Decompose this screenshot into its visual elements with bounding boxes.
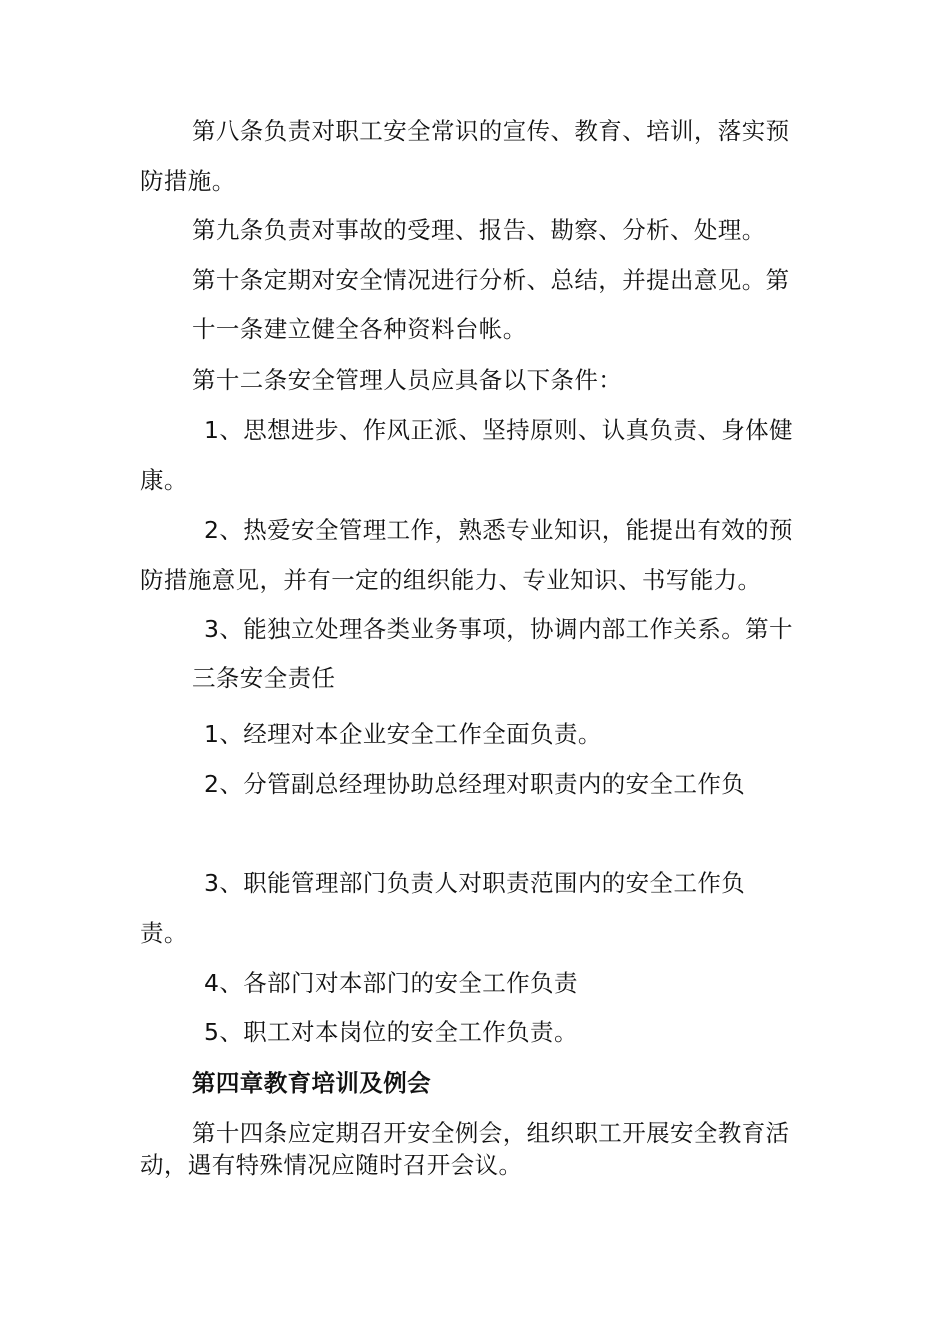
text-line-article-12: 第十二条安全管理人员应具备以下条件： <box>192 366 623 394</box>
text-line-duty-2: 2、分管副总经理协助总经理对职责内的安全工作负 <box>204 770 746 798</box>
text-line-duty-4: 4、各部门对本部门的安全工作负责 <box>204 969 578 997</box>
text-line-article-8: 第八条负责对职工安全常识的宣传、教育、培训，落实预 <box>192 117 790 145</box>
text-line-article-11: 十一条建立健全各种资料台帐。 <box>192 315 527 343</box>
text-line-condition-1: 1、思想进步、作风正派、坚持原则、认真负责、身体健 <box>204 416 793 444</box>
text-line-article-14-cont: 动，遇有特殊情况应随时召开会议。 <box>140 1151 523 1179</box>
text-line-duty-5: 5、职工对本岗位的安全工作负责。 <box>204 1018 578 1046</box>
text-line-article-14: 第十四条应定期召开安全例会，组织职工开展安全教育活 <box>192 1119 790 1147</box>
text-line-article-13: 三条安全责任 <box>192 664 336 692</box>
text-line-duty-3-cont: 责。 <box>140 919 188 947</box>
text-line-article-8-cont: 防措施。 <box>140 167 236 195</box>
text-line-condition-2-cont: 防措施意见，并有一定的组织能力、专业知识、书写能力。 <box>140 566 762 594</box>
text-line-duty-1: 1、经理对本企业安全工作全面负责。 <box>204 720 602 748</box>
text-line-article-10: 第十条定期对安全情况进行分析、总结，并提出意见。第 <box>192 266 790 294</box>
text-line-duty-3: 3、职能管理部门负责人对职责范围内的安全工作负 <box>204 869 746 897</box>
chapter-4-heading: 第四章教育培训及例会 <box>192 1069 431 1097</box>
text-line-article-9: 第九条负责对事故的受理、报告、勘察、分析、处理。 <box>192 216 766 244</box>
text-line-condition-3: 3、能独立处理各类业务事项，协调内部工作关系。第十 <box>204 615 793 643</box>
text-line-condition-1-cont: 康。 <box>140 466 188 494</box>
text-line-condition-2: 2、热爱安全管理工作，熟悉专业知识，能提出有效的预 <box>204 516 793 544</box>
